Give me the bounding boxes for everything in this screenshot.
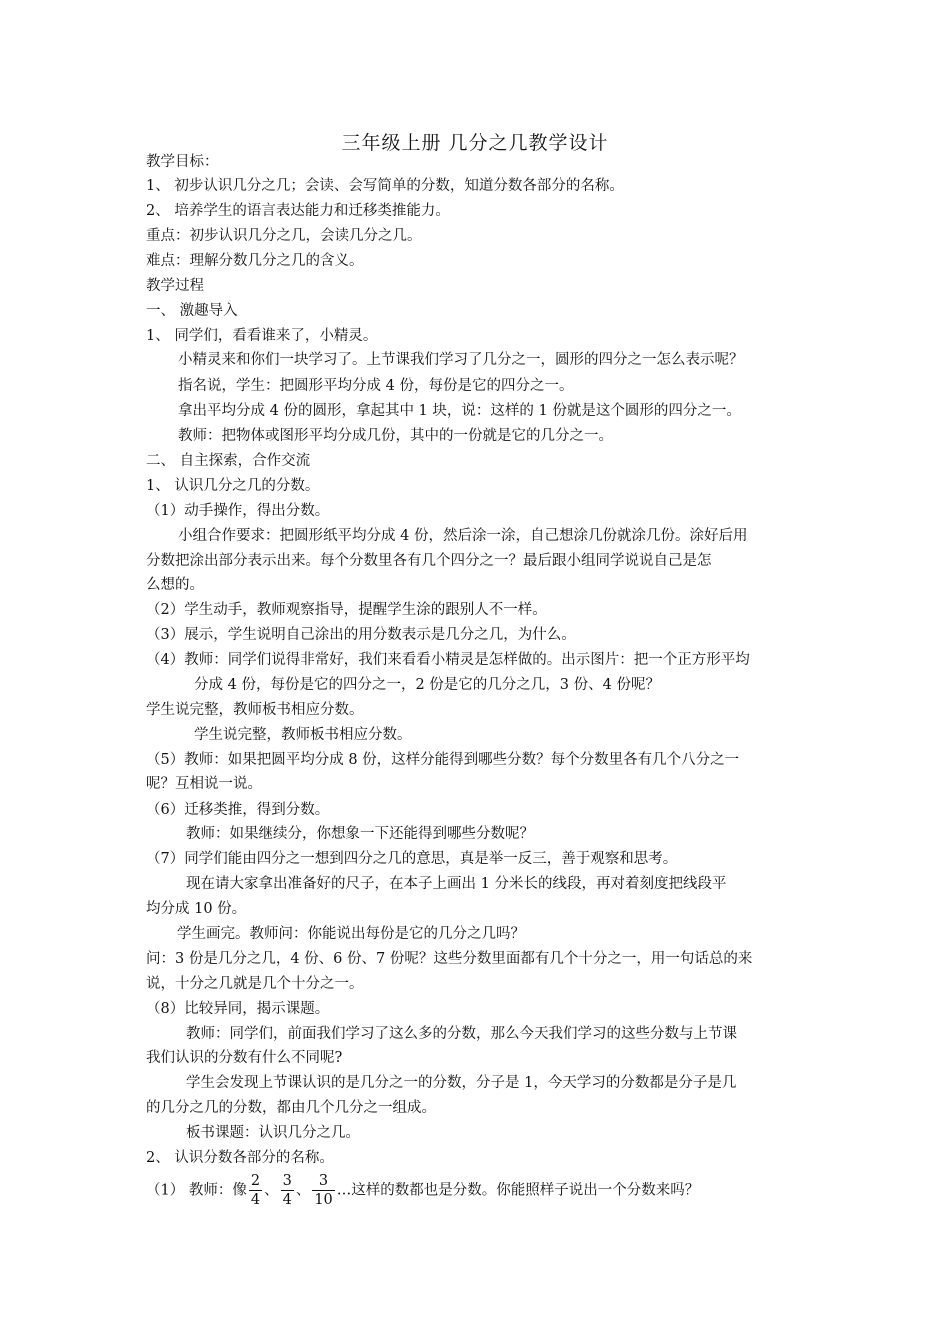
text-line: 指名说，学生：把圆形平均分成 4 份，每份是它的四分之一。 bbox=[178, 378, 574, 394]
text-line: 均分成 10 份。 bbox=[146, 901, 247, 917]
text-line: 教学过程 bbox=[146, 278, 204, 294]
text-line: 教学目标： bbox=[146, 154, 219, 170]
denominator: 10 bbox=[314, 1192, 333, 1208]
text-line: 教师：同学们，前面我们学习了这么多的分数，那么今天我们学习的这些分数与上节课 bbox=[186, 1026, 737, 1042]
text-line: （6）迁移类推，得到分数。 bbox=[146, 802, 330, 818]
separator: 、 bbox=[295, 1182, 311, 1199]
fraction-line bbox=[146, 1172, 699, 1209]
text-line: 分数把涂出部分表示出来。每个分数里各有几个四分之一？最后跟小组同学说说自己是怎 bbox=[146, 553, 712, 569]
fraction-line-suffix: …这样的数都也是分数。你能照样子说出一个分数来吗？ bbox=[336, 1182, 700, 1199]
text-line: 难点：理解分数几分之几的含义。 bbox=[146, 253, 364, 269]
text-line: 问：3 份是几分之几，4 份、6 份、7 份呢？这些分数里面都有几个十分之一，用一句话总的来 bbox=[146, 951, 753, 967]
text-line: 板书课题：认识几分之几。 bbox=[186, 1125, 360, 1141]
numerator: 3 bbox=[282, 1173, 292, 1189]
fraction bbox=[312, 1172, 334, 1209]
text-line: 呢？互相说一说。 bbox=[146, 776, 262, 792]
text-line: 么想的。 bbox=[146, 577, 204, 593]
text-line: （5）教师：如果把圆平均分成 8 份，这样分能得到哪些分数？每个分数里各有几个八分之一 bbox=[146, 752, 740, 768]
text-line: （3）展示，学生说明自己涂出的用分数表示是几分之几，为什么。 bbox=[146, 627, 576, 643]
document-title: 三年级上册 几分之几教学设计 bbox=[341, 132, 609, 154]
text-line: 小组合作要求：把圆形纸平均分成 4 份，然后涂一涂，自己想涂几份就涂几份。涂好后用 bbox=[178, 528, 748, 544]
text-line: 拿出平均分成 4 份的圆形，拿起其中 1 块，说：这样的 1 份就是这个圆形的四分之一。 bbox=[178, 403, 741, 419]
text-line: （4）教师：同学们说得非常好，我们来看看小精灵是怎样做的。出示图片：把一个正方形平均 bbox=[146, 652, 750, 668]
numerator: 2 bbox=[250, 1173, 261, 1189]
text-line: 学生画完。教师问：你能说出每份是它的几分之几吗？ bbox=[177, 926, 525, 942]
fraction-line-prefix: （1） 教师：像 bbox=[146, 1182, 247, 1199]
text-line: 1、 初步认识几分之几；会读、会写简单的分数，知道分数各部分的名称。 bbox=[146, 178, 624, 194]
text-line: 学生会发现上节课认识的是几分之一的分数，分子是 1，今天学习的分数都是分子是几 bbox=[186, 1075, 737, 1091]
text-line: 现在请大家拿出准备好的尺子，在本子上画出 1 分米长的线段，再对着刻度把线段平 bbox=[186, 876, 727, 892]
text-line: 2、 培养学生的语言表达能力和迁移类推能力。 bbox=[146, 203, 450, 219]
text-line: 二、 自主探索，合作交流 bbox=[146, 453, 311, 469]
text-line: 教师：如果继续分，你想象一下还能得到哪些分数呢？ bbox=[186, 826, 534, 842]
text-line: （7）同学们能由四分之一想到四分之几的意思，真是举一反三，善于观察和思考。 bbox=[146, 851, 678, 867]
text-line: （8）比较异同，揭示课题。 bbox=[146, 1001, 330, 1017]
fraction bbox=[249, 1172, 262, 1209]
text-line: 分成 4 份，每份是它的四分之一，2 份是它的几分之几，3 份、4 份呢？ bbox=[194, 677, 660, 693]
numerator: 3 bbox=[312, 1172, 334, 1191]
text-line: 学生说完整，教师板书相应分数。 bbox=[194, 727, 412, 743]
denominator: 4 bbox=[282, 1192, 292, 1208]
text-line: 教师：把物体或图形平均分成几份，其中的一份就是它的几分之一。 bbox=[178, 428, 613, 444]
fraction bbox=[281, 1172, 294, 1209]
text-line: （1）动手操作，得出分数。 bbox=[146, 503, 330, 519]
text-line: 学生说完整，教师板书相应分数。 bbox=[146, 702, 364, 718]
text-line: 说，十分之几就是几个十分之一。 bbox=[146, 976, 364, 992]
text-line: 小精灵来和你们一块学习了。上节课我们学习了几分之一，圆形的四分之一怎么表示呢？ bbox=[178, 352, 744, 368]
separator: 、 bbox=[264, 1182, 279, 1199]
text-line: 重点：初步认识几分之几，会读几分之几。 bbox=[146, 228, 422, 244]
text-line: 2、 认识分数各部分的名称。 bbox=[146, 1150, 334, 1166]
text-line: 我们认识的分数有什么不同呢? bbox=[146, 1050, 343, 1066]
text-line: （2）学生动手，教师观察指导，提醒学生涂的跟别人不一样。 bbox=[146, 602, 547, 618]
text-line: 1、 认识几分之几的分数。 bbox=[146, 478, 320, 494]
denominator: 4 bbox=[250, 1192, 261, 1208]
text-line: 的几分之几的分数，都由几个几分之一组成。 bbox=[146, 1100, 436, 1116]
text-line: 一、 激趣导入 bbox=[146, 303, 238, 319]
text-line: 1、 同学们，看看谁来了，小精灵。 bbox=[146, 328, 378, 344]
